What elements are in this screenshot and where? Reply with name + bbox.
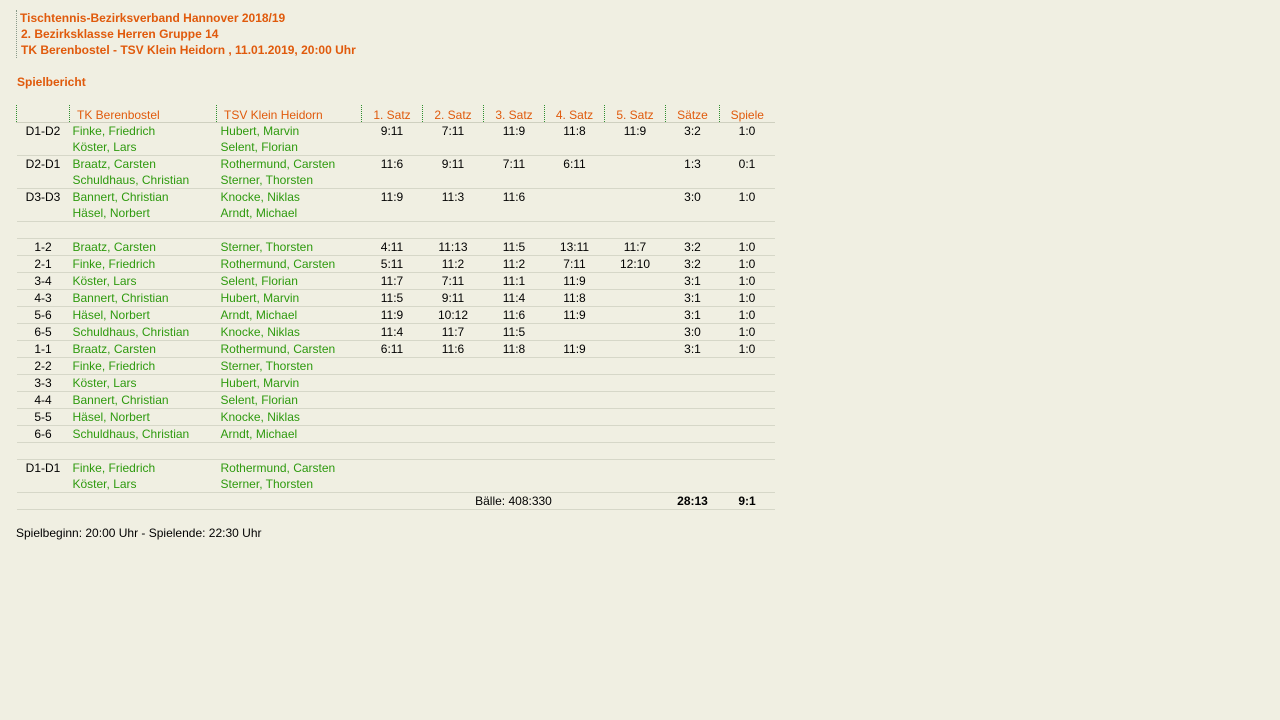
set-score-cell [605, 307, 666, 324]
doubles-row [17, 156, 775, 173]
set-score-cell [545, 392, 605, 409]
set-score-cell [362, 392, 423, 409]
doubles-row-second-player [17, 476, 775, 493]
doubles-row [17, 123, 775, 140]
set-score-cell: 11:6 [502, 190, 526, 204]
empty-cell [720, 476, 775, 493]
pairing-cell: 6-6 [17, 426, 70, 443]
set-score-cell: 4:11 [362, 239, 423, 256]
empty-cell [423, 476, 484, 493]
report-header [16, 10, 356, 58]
set-score-cell: 11:4 [484, 290, 545, 307]
set-score-cell [545, 409, 605, 426]
guest-player-cell: Knocke, Niklas [217, 324, 362, 341]
set-score-cell: 5:11 [362, 256, 423, 273]
home-player-cell: Köster, Lars [70, 375, 217, 392]
spacer-cell [17, 443, 775, 460]
saetze-total: 28:13 [666, 493, 720, 510]
set-score-cell: 11:7 [423, 324, 484, 341]
set-score-cell: 10:12 [423, 307, 484, 324]
guest-player-cell: Knocke, Niklas [217, 409, 362, 426]
set-score-cell [545, 460, 605, 477]
set-score-cell: 11:2 [484, 256, 545, 273]
col-header-saetze: Sätze [666, 105, 720, 123]
guest-player-cell: Rothermund, Carsten [217, 341, 362, 358]
saetze-cell: 3:0 [666, 324, 720, 341]
section-title: Spielbericht [17, 75, 86, 89]
set-score-cell: 7:11 [441, 124, 465, 138]
set-score-cell: 11:6 [484, 307, 545, 324]
set-score-cell: 11:2 [423, 256, 484, 273]
pairing-cell [17, 172, 70, 189]
home-player-cell: Bannert, Christian [70, 290, 217, 307]
col-header-spiele: Spiele [720, 105, 775, 123]
guest-player-cell: Arndt, Michael [217, 426, 362, 443]
set-score-cell [605, 156, 666, 173]
saetze-cell [666, 358, 720, 375]
empty-cell [423, 172, 484, 189]
spiele-cell: 1:0 [738, 124, 756, 138]
spiele-cell [720, 460, 775, 477]
league-title: Tischtennis-Bezirksverband Hannover 2018/19 [20, 11, 286, 25]
set-score-cell: 11:9 [380, 190, 404, 204]
empty-cell [605, 172, 666, 189]
set-score-cell [605, 426, 666, 443]
set-score-cell [362, 460, 423, 477]
empty-cell [720, 139, 775, 156]
guest-player-cell: Sterner, Thorsten [217, 239, 362, 256]
home-player-cell: Häsel, Norbert [70, 307, 217, 324]
spiele-cell [720, 426, 775, 443]
set-score-cell [484, 358, 545, 375]
guest-player-cell: Selent, Florian [217, 273, 362, 290]
set-score-cell [362, 358, 423, 375]
set-score-cell: 11:6 [380, 157, 404, 171]
spacer-row [17, 443, 775, 460]
singles-row [17, 341, 775, 358]
set-score-cell [362, 426, 423, 443]
set-score-cell: 6:11 [362, 341, 423, 358]
spiele-cell: 1:0 [738, 190, 756, 204]
saetze-cell: 1:3 [684, 157, 701, 171]
match-report-table [16, 105, 775, 510]
saetze-cell [666, 460, 720, 477]
spacer-cell [17, 222, 775, 239]
set-score-cell: 11:5 [484, 239, 545, 256]
set-score-cell [605, 375, 666, 392]
col-header-set-1: 1. Satz [362, 105, 423, 123]
guest-player-cell: Rothermund, Carsten [220, 461, 336, 475]
empty-cell [362, 172, 423, 189]
empty-cell [484, 139, 545, 156]
empty-cell [666, 205, 720, 222]
set-score-cell: 11:9 [502, 124, 526, 138]
set-score-cell: 7:11 [545, 256, 605, 273]
guest-player-cell: Rothermund, Carsten [220, 157, 336, 171]
col-header-set-4: 4. Satz [545, 105, 605, 123]
doubles-row [17, 460, 775, 477]
set-score-cell: 7:11 [423, 273, 484, 290]
set-score-cell: 13:11 [545, 239, 605, 256]
spiele-total: 9:1 [720, 493, 775, 510]
set-score-cell: 7:11 [502, 157, 526, 171]
home-player-cell: Braatz, Carsten [70, 239, 217, 256]
pairing-cell [17, 205, 70, 222]
empty-cell [666, 172, 720, 189]
home-player-cell: Finke, Friedrich [72, 461, 156, 475]
pairing-cell: 5-5 [17, 409, 70, 426]
set-score-cell: 11:5 [362, 290, 423, 307]
home-player-cell: Schuldhaus, Christian [70, 426, 217, 443]
set-score-cell [605, 324, 666, 341]
empty-cell [484, 172, 545, 189]
set-score-cell [605, 460, 666, 477]
empty-cell [423, 139, 484, 156]
table-header-row [17, 105, 775, 123]
set-score-cell [362, 375, 423, 392]
guest-player-cell: Selent, Florian [217, 139, 362, 156]
empty-cell [720, 205, 775, 222]
pairing-cell: 3-4 [17, 273, 70, 290]
spiele-cell: 1:0 [720, 307, 775, 324]
pairing-cell: 3-3 [17, 375, 70, 392]
col-header-set-5: 5. Satz [605, 105, 666, 123]
pairing-cell: D1-D1 [25, 461, 61, 475]
set-score-cell [423, 409, 484, 426]
col-header-home-team: TK Berenbostel [70, 105, 217, 123]
pairing-cell: 6-5 [17, 324, 70, 341]
home-player-cell: Braatz, Carsten [70, 341, 217, 358]
match-title: TK Berenbostel - TSV Klein Heidorn , 11.01.2019, 20:00 Uhr [21, 43, 356, 57]
set-score-cell: 11:8 [563, 124, 586, 138]
spiele-cell [720, 375, 775, 392]
set-score-cell: 11:8 [545, 290, 605, 307]
spiele-cell: 1:0 [720, 341, 775, 358]
empty-cell [362, 205, 423, 222]
singles-row [17, 256, 775, 273]
home-player-cell: Bannert, Christian [70, 392, 217, 409]
set-score-cell [605, 189, 666, 206]
home-player-cell: Köster, Lars [70, 273, 217, 290]
spiele-cell [720, 409, 775, 426]
set-score-cell [605, 290, 666, 307]
guest-player-cell: Hubert, Marvin [217, 290, 362, 307]
totals-row [17, 493, 775, 510]
col-header-guest-team: TSV Klein Heidorn [217, 105, 362, 123]
guest-player-cell: Hubert, Marvin [220, 124, 300, 138]
singles-row [17, 307, 775, 324]
pairing-cell: D3-D3 [25, 190, 61, 204]
set-score-cell: 11:9 [623, 124, 647, 138]
set-score-cell [605, 392, 666, 409]
set-score-cell: 11:9 [545, 307, 605, 324]
set-score-cell [423, 426, 484, 443]
pairing-cell: 4-4 [17, 392, 70, 409]
singles-row [17, 324, 775, 341]
division-title: 2. Bezirksklasse Herren Gruppe 14 [21, 27, 219, 41]
set-score-cell [484, 409, 545, 426]
set-score-cell: 11:5 [484, 324, 545, 341]
singles-row [17, 290, 775, 307]
set-score-cell [545, 358, 605, 375]
set-score-cell: 11:7 [362, 273, 423, 290]
guest-player-cell: Rothermund, Carsten [217, 256, 362, 273]
set-score-cell [484, 375, 545, 392]
set-score-cell [545, 375, 605, 392]
saetze-cell: 3:2 [684, 124, 701, 138]
set-score-cell [423, 358, 484, 375]
home-player-cell: Finke, Friedrich [70, 256, 217, 273]
set-score-cell: 11:9 [362, 307, 423, 324]
home-player-cell: Finke, Friedrich [70, 358, 217, 375]
doubles-row-second-player [17, 172, 775, 189]
empty-cell [423, 205, 484, 222]
home-player-cell: Finke, Friedrich [72, 124, 156, 138]
spiele-cell [720, 392, 775, 409]
set-score-cell [545, 189, 605, 206]
set-score-cell [545, 324, 605, 341]
set-score-cell: 11:4 [362, 324, 423, 341]
singles-row [17, 239, 775, 256]
col-header-set-3: 3. Satz [484, 105, 545, 123]
set-score-cell [484, 392, 545, 409]
empty-cell [666, 139, 720, 156]
guest-player-cell: Sterner, Thorsten [217, 358, 362, 375]
set-score-cell [484, 460, 545, 477]
home-player-cell: Schuldhaus, Christian [70, 172, 217, 189]
home-player-cell: Häsel, Norbert [70, 205, 217, 222]
spiele-cell: 0:1 [738, 157, 756, 171]
pairing-cell: D2-D1 [25, 157, 61, 171]
empty-cell [545, 205, 605, 222]
home-player-cell: Bannert, Christian [72, 190, 169, 204]
set-score-cell [605, 358, 666, 375]
spiele-cell: 1:0 [720, 324, 775, 341]
spiele-cell [720, 358, 775, 375]
home-player-cell: Köster, Lars [70, 476, 217, 493]
saetze-cell: 3:2 [666, 256, 720, 273]
col-header-set-2: 2. Satz [423, 105, 484, 123]
col-header-pairing [17, 105, 70, 123]
balls-total: Bälle: 408:330 [362, 493, 666, 510]
spiele-cell: 1:0 [720, 290, 775, 307]
guest-player-cell: Selent, Florian [217, 392, 362, 409]
empty-cell [545, 476, 605, 493]
match-times: Spielbeginn: 20:00 Uhr - Spielende: 22:30 Uhr [16, 526, 262, 540]
guest-player-cell: Arndt, Michael [217, 307, 362, 324]
empty-cell [720, 172, 775, 189]
saetze-cell [666, 426, 720, 443]
home-player-cell: Braatz, Carsten [72, 157, 156, 171]
empty-cell [484, 205, 545, 222]
empty-cell [605, 205, 666, 222]
spiele-cell: 1:0 [720, 273, 775, 290]
pairing-cell: 2-2 [17, 358, 70, 375]
guest-player-cell: Sterner, Thorsten [217, 476, 362, 493]
singles-row [17, 273, 775, 290]
saetze-cell [666, 409, 720, 426]
singles-row [17, 409, 775, 426]
set-score-cell: 11:1 [484, 273, 545, 290]
set-score-cell [423, 460, 484, 477]
set-score-cell: 6:11 [563, 157, 586, 171]
guest-player-cell: Sterner, Thorsten [217, 172, 362, 189]
set-score-cell: 11:7 [605, 239, 666, 256]
saetze-cell: 3:2 [666, 239, 720, 256]
saetze-cell: 3:1 [666, 290, 720, 307]
empty-cell [666, 476, 720, 493]
saetze-cell [666, 392, 720, 409]
pairing-cell: 2-1 [17, 256, 70, 273]
empty-cell [362, 476, 423, 493]
empty-cell [545, 139, 605, 156]
pairing-cell: 1-2 [17, 239, 70, 256]
pairing-cell [17, 476, 70, 493]
set-score-cell [362, 409, 423, 426]
set-score-cell: 11:6 [423, 341, 484, 358]
pairing-cell: 5-6 [17, 307, 70, 324]
doubles-row [17, 189, 775, 206]
set-score-cell [423, 375, 484, 392]
set-score-cell: 9:11 [380, 124, 404, 138]
pairing-cell: 4-3 [17, 290, 70, 307]
set-score-cell [423, 392, 484, 409]
set-score-cell: 11:9 [545, 341, 605, 358]
saetze-cell: 3:1 [666, 307, 720, 324]
spacer-row [17, 222, 775, 239]
home-player-cell: Häsel, Norbert [70, 409, 217, 426]
set-score-cell: 11:3 [441, 190, 465, 204]
doubles-row-second-player [17, 205, 775, 222]
set-score-cell: 12:10 [605, 256, 666, 273]
guest-player-cell: Hubert, Marvin [217, 375, 362, 392]
empty-cell [484, 476, 545, 493]
singles-row [17, 375, 775, 392]
set-score-cell: 9:11 [441, 157, 465, 171]
set-score-cell [605, 409, 666, 426]
saetze-cell [666, 375, 720, 392]
pairing-cell: D1-D2 [25, 124, 61, 138]
spiele-cell: 1:0 [720, 239, 775, 256]
empty-cell [605, 476, 666, 493]
home-player-cell: Schuldhaus, Christian [70, 324, 217, 341]
set-score-cell [484, 426, 545, 443]
set-score-cell [545, 426, 605, 443]
saetze-cell: 3:1 [666, 341, 720, 358]
empty-cell [605, 139, 666, 156]
set-score-cell [605, 341, 666, 358]
home-player-cell: Köster, Lars [70, 139, 217, 156]
singles-row [17, 426, 775, 443]
doubles-row-second-player [17, 139, 775, 156]
saetze-cell: 3:1 [666, 273, 720, 290]
empty-cell [17, 493, 362, 510]
set-score-cell: 9:11 [423, 290, 484, 307]
empty-cell [545, 172, 605, 189]
guest-player-cell: Knocke, Niklas [220, 190, 300, 204]
set-score-cell: 11:13 [423, 239, 484, 256]
set-score-cell: 11:9 [545, 273, 605, 290]
singles-row [17, 392, 775, 409]
set-score-cell [605, 273, 666, 290]
set-score-cell: 11:8 [484, 341, 545, 358]
spiele-cell: 1:0 [720, 256, 775, 273]
pairing-cell [17, 139, 70, 156]
saetze-cell: 3:0 [684, 190, 701, 204]
singles-row [17, 358, 775, 375]
guest-player-cell: Arndt, Michael [217, 205, 362, 222]
pairing-cell: 1-1 [17, 341, 70, 358]
empty-cell [362, 139, 423, 156]
